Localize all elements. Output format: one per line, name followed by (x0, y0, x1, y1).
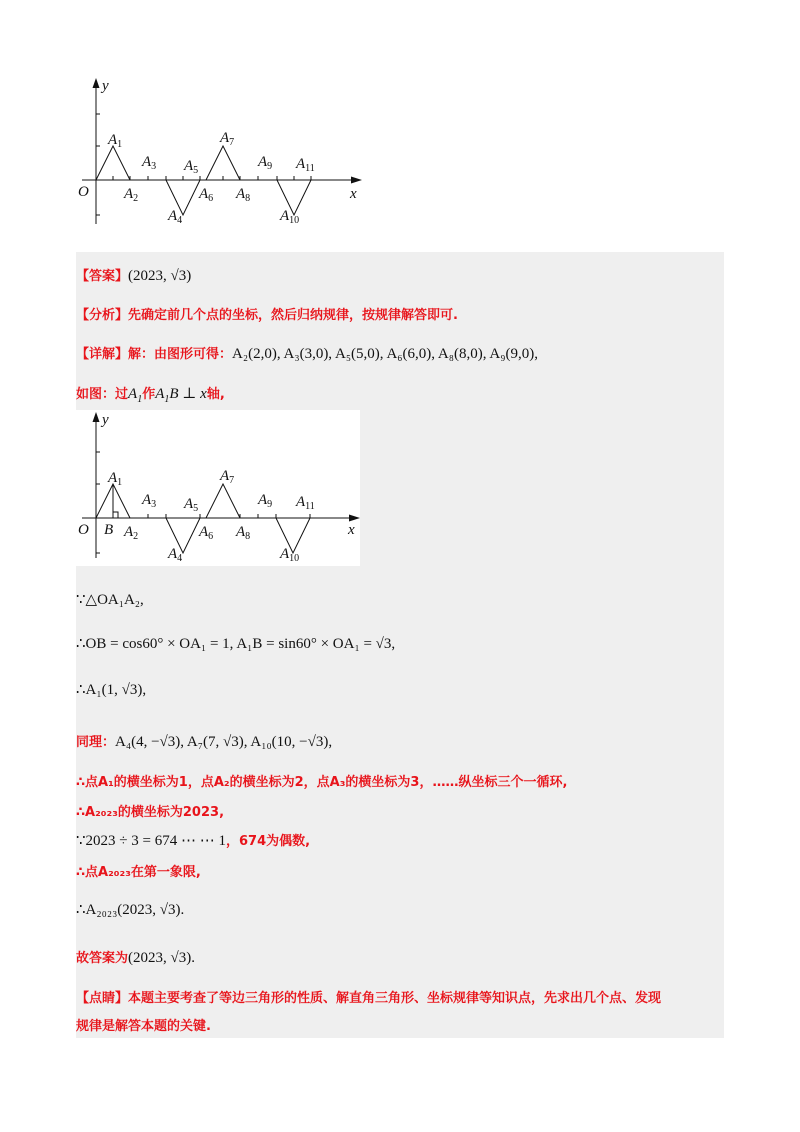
step-pattern: ∴点A₁的横坐标为1，点A₂的横坐标为2，点A₃的横坐标为3，……纵坐标三个一循环, (76, 775, 568, 790)
svg-text:A5: $A_5$ (184, 496, 199, 514)
svg-text:A4: $A_4$ (168, 208, 183, 226)
detail-line (76, 344, 538, 365)
svg-text:x: x (348, 522, 355, 538)
answer-label: 【答案】 (76, 269, 129, 284)
svg-text:A2: $A_2$ (124, 524, 139, 542)
step-trig: ∴OB = cos60° × OA₁ = 1, A₁B = sin60° × OA₁ = √3, (76, 636, 396, 652)
analysis-label: 【分析】 (76, 308, 129, 323)
svg-text:A6: $A_6$ (199, 524, 214, 542)
svg-text:A3: $A_3$ (142, 154, 157, 172)
step-triangle: ∵△OA₁A₂, (76, 592, 144, 608)
svg-text:A3: $A_3$ (142, 492, 157, 510)
svg-text:y: y (102, 412, 109, 428)
svg-text:A7: $A_7$ (220, 468, 235, 486)
svg-text:A5: $A_5$ (184, 158, 199, 176)
svg-text:O: O (78, 522, 89, 538)
svg-text:A7: $A_7$ (220, 130, 235, 148)
svg-text:A6: $A_6$ (199, 186, 214, 204)
origin-label: O (78, 184, 89, 200)
step-a2023: ∴A₂₀₂₃(2023, √3). (76, 902, 185, 918)
svg-text:A4: $A_4$ (168, 546, 183, 564)
step-division: ∵2023 ÷ 3 = 674 ⋯ ⋯ 1，674为偶数, (76, 833, 311, 849)
point-b-label: B (104, 522, 114, 538)
svg-text:A2: $A_2$ (124, 186, 139, 204)
detail-intro: 解：由图形可得： (128, 347, 233, 362)
detail-coords: A₂(2,0), A₃(3,0), A₅(5,0), A₆(6,0), A₈(8,0), A₉(9,0), (232, 346, 538, 362)
step-quadrant: ∴点A₂₀₂₃在第一象限, (76, 865, 201, 880)
svg-text:A1: $A_1$ (108, 132, 123, 150)
svg-text:A11: $A_{11}$ (296, 494, 315, 512)
final-answer: 故答案为(2023, √3). (76, 950, 195, 966)
svg-text:A8: $A_8$ (236, 186, 251, 204)
answer-line (76, 266, 191, 287)
svg-text:A1: $A_1$ (108, 470, 123, 488)
y-axis-label: y (102, 78, 109, 94)
answer-value: (2023, √3) (128, 268, 192, 284)
analysis-line (76, 305, 458, 326)
step-similarly: 同理：A₄(4, −√3), A₇(7, √3), A₁₀(10, −√3), (76, 734, 333, 750)
step-draw-perpendicular: 如图：过$A_1$作$A_1B$ ⊥ x轴, (76, 386, 225, 405)
svg-text:A9: $A_9$ (258, 154, 273, 172)
figure-zigzag (72, 74, 372, 234)
svg-text:A9: $A_9$ (258, 492, 273, 510)
svg-text:A8: $A_8$ (236, 524, 251, 542)
svg-text:A10: $A_{10}$ (280, 208, 300, 226)
figure-zigzag-with-b (76, 410, 360, 566)
comment-line-1: 【点睛】本题主要考查了等边三角形的性质、解直角三角形、坐标规律等知识点，先求出几个点、发现 (76, 991, 662, 1006)
comment-line-2: 规律是解答本题的关键. (76, 1019, 211, 1034)
svg-text:A10: $A_{10}$ (280, 546, 300, 564)
svg-text:A11: $A_{11}$ (296, 156, 315, 174)
step-a2023-x: ∴A₂₀₂₃的横坐标为2023, (76, 805, 225, 820)
step-a1: ∴A₁(1, √3), (76, 682, 147, 698)
x-axis-label: x (350, 186, 357, 202)
analysis-text: 先确定前几个点的坐标，然后归纳规律，按规律解答即可. (128, 308, 458, 323)
point-labels (107, 130, 315, 226)
detail-label: 【详解】 (76, 347, 129, 362)
